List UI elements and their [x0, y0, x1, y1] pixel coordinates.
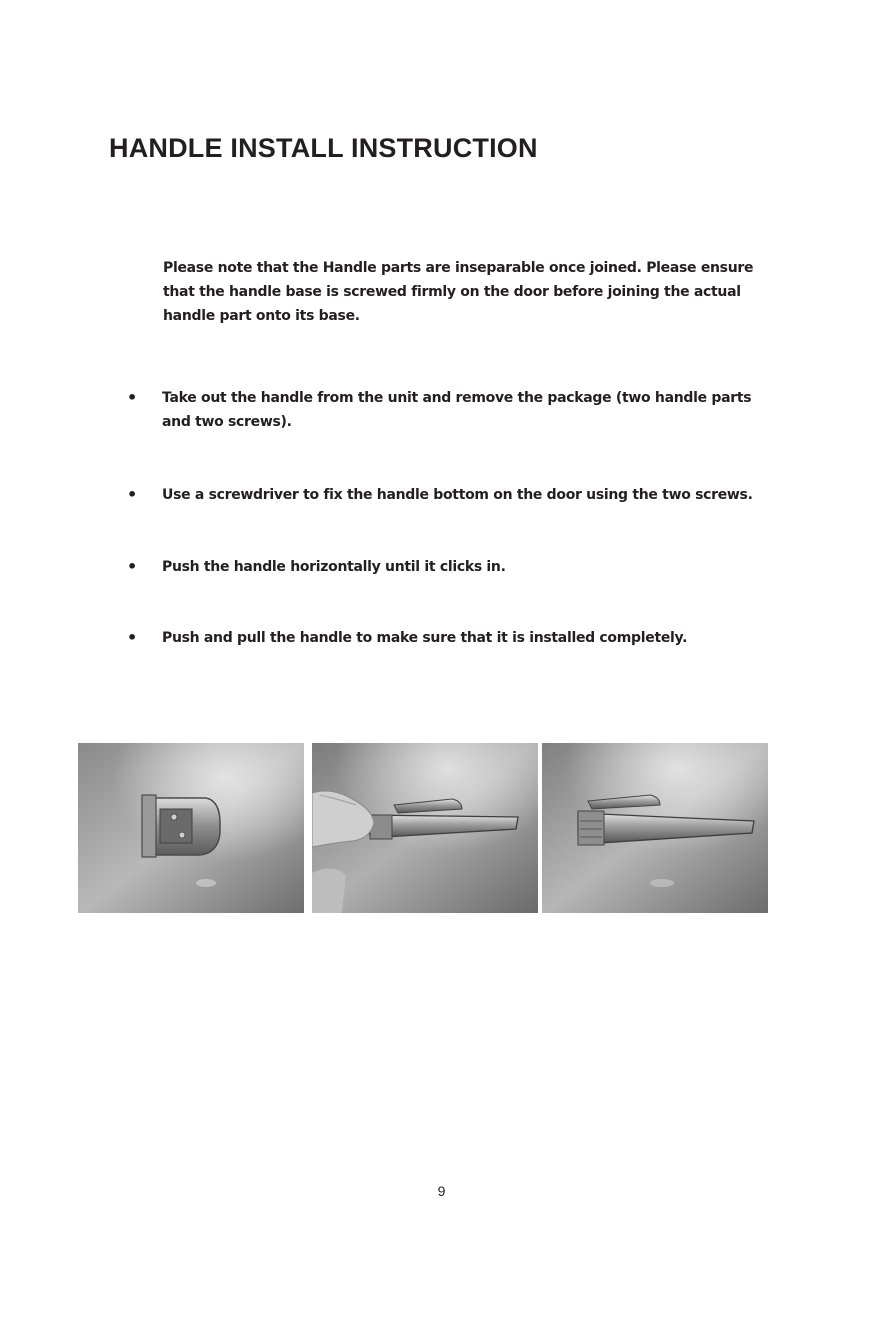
handle-joining-photo [312, 743, 538, 913]
step-item [127, 386, 767, 434]
bullet-icon: • [127, 628, 137, 647]
handle-installed-photo [542, 743, 768, 913]
step-text: Use a screwdriver to fix the handle bottom on the door using the two screws. [162, 487, 753, 503]
warning-note: Please note that the Handle parts are inseparable once joined. Please ensure that the handle base is screwed firmly on the door before joining the actual handle part onto its base. [163, 260, 754, 324]
handle-base-photo [78, 743, 304, 913]
handle-base-image [78, 743, 304, 913]
bullet-icon: • [127, 388, 137, 407]
handle-installed-image [542, 743, 768, 913]
step-item [127, 483, 767, 507]
bullet-icon: • [127, 557, 137, 576]
page-title: HANDLE INSTALL INSTRUCTION [109, 133, 538, 163]
step-text: Push and pull the handle to make sure that it is installed completely. [162, 630, 688, 646]
step-text: Take out the handle from the unit and remove the package (two handle parts and two screws). [162, 390, 752, 430]
step-item [127, 555, 767, 579]
page-number: 9 [437, 1183, 446, 1199]
step-item [127, 626, 767, 650]
bullet-icon: • [127, 485, 137, 504]
hand-pushing-handle-image [312, 743, 538, 913]
step-text: Push the handle horizontally until it clicks in. [162, 559, 506, 575]
